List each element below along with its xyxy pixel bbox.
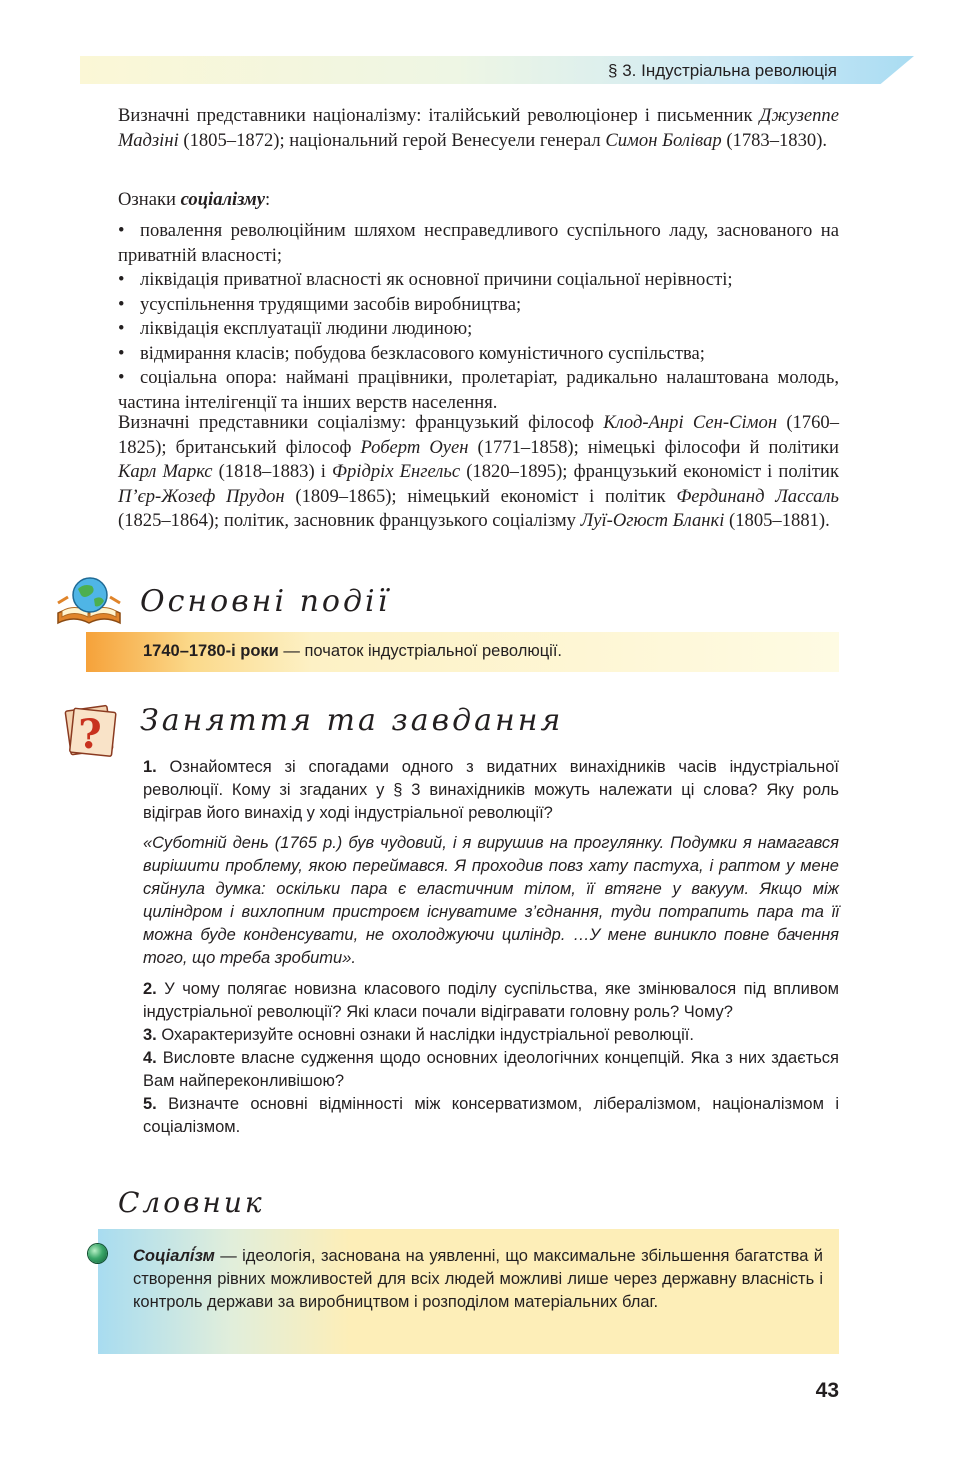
socialism-list [118, 219, 839, 415]
task-number: 3. [143, 1026, 157, 1044]
task-text: Висловте власне судження щодо основних ідеологічних концепцій. Яка з них здається Вам найпереконливішою? [143, 1049, 839, 1090]
text: (1809–1865); німецький економіст і політик [284, 485, 677, 507]
glossary-title: Словник [118, 1186, 265, 1219]
glossary-definition: — ідеологія, заснована на уявленні, що максимальне збільшення багатства й створення рівних можливостей для всіх людей можливі лише через державну власність і контроль держави за виробництвом і розподілом матеріальних благ. [133, 1247, 823, 1311]
list-item: • відмирання класів; побудова безкласового комуністичного суспільства; [118, 342, 839, 367]
glossary-entry [133, 1245, 823, 1314]
events-entry [143, 642, 562, 661]
person-name: Фердинанд Лассаль [676, 485, 839, 507]
person-name: Луї-Огюст Бланкі [580, 510, 725, 531]
person-name: Фрідріх Енгельс [332, 461, 461, 482]
list-item: • ліквідація експлуатації людини людиною; [118, 317, 839, 342]
svg-text:?: ? [78, 711, 102, 758]
task-list [143, 978, 839, 1139]
task-text: У чому полягає новизна класового поділу суспільства, яке змінювалося під впливом індустріальної революції? Які класи почали відігравати головну роль? Чому? [143, 980, 839, 1021]
events-description: — початок індустріальної революції. [278, 642, 563, 660]
text: Визначні представники соціалізму: французький філософ [118, 412, 604, 433]
person-name: Симон Болівар [605, 129, 722, 151]
running-head: § 3. Індустріальна революція [608, 61, 837, 80]
text: (1771–1858); німецькі філософи й політики [468, 436, 839, 458]
events-title: Основні події [140, 584, 391, 619]
task-number: 4. [143, 1049, 157, 1067]
glossary-term: Соціалі́зм [133, 1247, 215, 1265]
nationalism-paragraph [118, 104, 839, 153]
task-2 [143, 978, 839, 1024]
person-name: Карл Маркс [118, 461, 213, 482]
person-name: П’єр-Жозеф Прудон [118, 485, 285, 507]
term-socialism: соціалізму [180, 189, 265, 210]
task-text: Ознайомтеся зі спогадами одного з видатних винахідників часів індустріальної революції. Кому зі згаданих у § 3 винахідників можуть належати ці слова? Яку роль відіграв його винахід у ході індустріальної революції? [143, 758, 839, 822]
socialism-reps-paragraph [118, 411, 839, 534]
list-item: • ліквідація приватної власності як основної причини соціальної нерівності; [118, 268, 839, 293]
text: (1820–1895); французький економіст і політик [460, 461, 839, 482]
text: Ознаки [118, 189, 181, 210]
text: (1825–1864); політик, засновник французького соціалізму [118, 510, 581, 531]
list-item: • соціальна опора: наймані працівники, пролетаріат, радикально налаштована молодь, частина інтелігенції та інших верств населення. [118, 366, 839, 415]
task-number: 5. [143, 1095, 157, 1113]
page-number: 43 [815, 1379, 839, 1402]
text: : [265, 189, 271, 210]
task-1 [143, 756, 839, 825]
person-name: Роберт Оуен [360, 436, 469, 458]
task-text: Охарактеризуйте основні ознаки й наслідки індустріальної революції. [156, 1026, 694, 1044]
text: (1760–1825); британський філософ [118, 412, 839, 458]
task-text: Визначте основні відмінності між консерватизмом, лібералізмом, націоналізмом і соціалізмом. [143, 1095, 839, 1136]
list-item: • повалення революційним шляхом несправедливого суспільного ладу, заснованого на приватній власності; [118, 219, 839, 268]
task-quote: «Суботній день (1765 р.) був чудовий, і я вирушив на прогулянку. Подумки я намагався вирішити проблему, якою переймався. Я проходив повз хату пастуха, і раптом у мене сяйнула думка: оскільки пара є еластичним тілом, її втягне у вакуум. Якщо між циліндром і вихлопним пристроєм існуватиме з’єднання, туди потрапить пара та її можна буде конденсувати, не охолоджуючи циліндр. …У мене виникло повне бачення того, що треба зробити». [143, 834, 839, 967]
list-item: • усуспільнення трудящими засобів виробництва; [118, 293, 839, 318]
person-name: Клод-Анрі Сен-Сімон [603, 412, 778, 433]
text: Визначні представники націоналізму: італійський революціонер і письменник [118, 105, 760, 126]
task-number: 2. [143, 980, 157, 998]
socialism-intro [118, 188, 839, 213]
person-name: Джузеппе Мадзіні [118, 105, 839, 151]
text: (1805–1872); національний герой Венесуели генерал [178, 129, 606, 151]
tasks-title: Заняття та завдання [140, 703, 564, 738]
task-4 [143, 1047, 839, 1093]
text: (1805–1881). [724, 510, 830, 531]
task-5 [143, 1093, 839, 1139]
events-period: 1740–1780-і роки [143, 642, 279, 660]
socialism-signs [118, 188, 839, 213]
text: (1783–1830). [721, 129, 828, 151]
task-number: 1. [143, 758, 157, 776]
task-3 [143, 1024, 839, 1047]
globe-book-icon [54, 573, 124, 629]
text: (1818–1883) і [212, 461, 333, 482]
question-mark-icon [60, 702, 120, 760]
bullet-dot-icon [88, 1244, 107, 1263]
